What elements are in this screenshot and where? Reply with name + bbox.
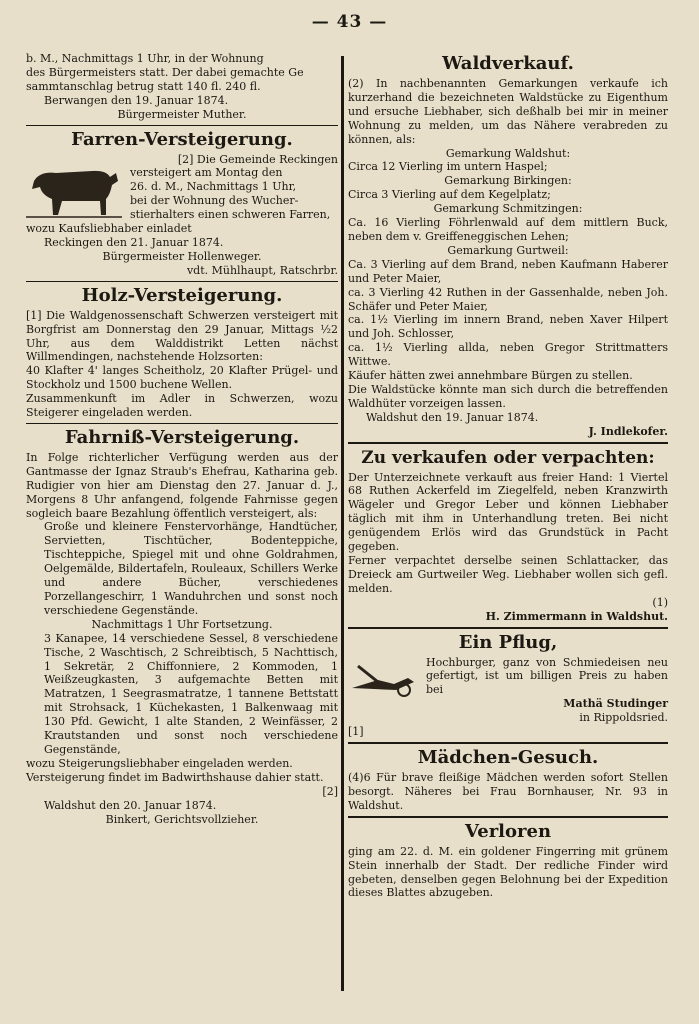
ad-line: ca. 3 Vierling 42 Ruthen in der Gassenhalde, neben Joh. Schäfer und Peter Maier, [348,285,668,313]
ad-line: b. M., Nachmittags 1 Uhr, in der Wohnung [26,52,264,65]
column-divider [341,56,344,991]
ad-line: versteigert am Montag den [130,166,283,180]
ad-line: ca. 1½ Vierling allda, neben Gregor Strittmatters Wittwe. [348,341,668,369]
rule [348,442,668,444]
ad-line: bei der Wohnung des Wucher- [130,194,299,208]
ad-line: wozu Steigerungsliebhaber eingeladen werden. [26,756,293,770]
ad-berwangen [26,52,338,122]
ad-heading: Zu verkaufen oder verpachten: [361,447,655,468]
ad-paragraph: Hochburger, ganz von Schmiedeisen neu gefertigt, ist um billigen Preis zu haben bei [426,655,668,697]
ad-subheading: Gemarkung Schmitzingen: [433,202,583,216]
ad-paragraph: ging am 22. d. M. ein goldener Fingerring mit grünem Stein innerhalb der Stadt. Der redliche Finder wird gebeten, denselben gegen Belohnung bei der Expedition dieses Blattes abzugeben. [348,844,668,900]
ad-paragraph: [1] Die Waldgenossenschaft Schwerzen versteigert mit Borgfrist am Donnerstag den 29 Januar, Mittags ½2 Uhr, aus dem Walddistrikt Letten nächst Willmendingen, nachstehende Holzsorten: [26,308,338,364]
ad-line: Käufer hätten zwei annehmbare Bürgen zu stellen. [348,369,633,383]
ad-marker: [1] [348,725,364,739]
left-column [26,52,338,826]
ad-marker: [2] [322,784,338,798]
ad-verkaufen [348,447,668,624]
ad-paragraph: Große und kleinere Fenstervorhänge, Handtücher, Servietten, Tischtücher, Bodenteppiche, Tischteppiche, Spiegel mit und ohne Goldrahmen, Oelgemälde, Bildertafeln, Rouleaux, Schillers Werke und andere Bücher, verschiedenes Porzellangeschirr, 1 Wanduhrchen und sonst noch verschiedene Gegenstände. [44,520,338,617]
ad-fahrniss [26,427,338,826]
ad-heading: Farren-Versteigerung. [71,128,293,150]
ad-line: stierhalters einen schweren Farren, [130,208,331,222]
ad-line: Circa 12 Vierling im untern Haspel; [348,160,548,174]
ad-line: 26. d. M., Nachmittags 1 Uhr, [130,180,297,194]
ad-paragraph: Ferner verpachtet derselbe seinen Schlattacker, das Dreieck am Gurtweiler Weg. Liebhaber wollen sich gefl. melden. [348,554,668,595]
ad-line: Waldshut den 20. Januar 1874. [44,798,217,812]
plough-illustration [348,658,418,698]
ad-line: Circa 3 Vierling auf dem Kegelplatz; [348,188,551,202]
ad-heading: Verloren [464,820,552,842]
ad-paragraph: Zusammenkunft im Adler in Schwerzen, wozu Steigerer eingeladen werden. [26,392,338,420]
rule [348,816,668,818]
ad-heading: Holz-Versteigerung. [81,284,283,306]
right-column [348,52,668,900]
ad-line: wozu Kaufsliebhaber einladet [26,222,192,236]
ad-signature: Bürgermeister Muther. [117,107,247,121]
ad-verloren [348,821,668,901]
ad-paragraph: (4)6 Für brave fleißige Mädchen werden sofort Stellen besorgt. Näheres bei Frau Bornhauser, Nr. 93 in Waldshut. [348,770,668,812]
ad-line: Die Waldstücke könnte man sich durch die betreffenden Waldhüter vorzeigen lassen. [348,382,668,410]
ad-heading: Fahrniß-Versteigerung. [64,426,300,448]
bull-illustration [26,155,122,219]
rule [348,627,668,629]
ad-line: Nachmittags 1 Uhr Fortsetzung. [91,617,273,631]
ad-signature: Binkert, Gerichtsvollzieher. [105,812,259,826]
ad-line: des Bürgermeisters statt. Der dabei gemachte Ge [26,65,304,79]
rule [26,423,338,424]
ad-line: Berwangen den 19. Januar 1874. [44,93,229,107]
ad-signature: J. Indlekofer. [588,424,668,438]
rule [26,125,338,126]
ad-paragraph: (2) In nachbenannten Gemarkungen verkaufe ich kurzerhand die bezeichneten Waldstücke zu Eigenthum und ersuche Liebhaber, sich deßhalb bei mir in meiner Wohnung zu melden, um das Nähere verabreden zu können, als: [348,77,668,146]
ad-line: Ca. 3 Vierling auf dem Brand, neben Kaufmann Haberer und Peter Maier, [348,257,668,285]
ad-line: Waldshut den 19. Januar 1874. [366,410,539,424]
ad-marker: (1) [652,595,668,609]
ad-line: [2] Die Gemeinde Reckingen [177,152,338,166]
ad-line: ca. 1½ Vierling im innern Brand, neben Xaver Hilpert und Joh. Schlosser, [348,313,668,341]
ad-paragraph: 40 Klafter 4' langes Scheitholz, 20 Klafter Prügel- und Stockholz und 1500 buchene Wellen. [26,364,338,392]
ad-subheading: Gemarkung Gurtweil: [447,243,569,257]
rule [348,742,668,744]
ad-heading: Ein Pflug, [458,631,558,653]
ad-farren [26,129,338,278]
ad-signature: Bürgermeister Hollenweger. [102,249,262,263]
ad-signature: Mathä Studinger [563,697,668,711]
ad-waldverkauf [348,53,668,439]
ad-maedchen [348,747,668,813]
ad-subheading: Gemarkung Birkingen: [444,174,572,188]
page-number: — 43 — [311,12,388,32]
ad-paragraph: Der Unterzeichnete verkauft aus freier Hand: 1 Viertel 68 Ruthen Ackerfeld im Ziegelfeld, neben Kranzwirth Wägeler und Gregor Leber und können Liebhaber täglich mit ihm in Unterhandlung treten. Bei nicht genügendem Erlös wird das Grundstück in Pacht gegeben. [348,470,668,554]
ad-subheading: Gemarkung Waldshut: [445,146,571,160]
ad-line: Reckingen den 21. Januar 1874. [44,235,224,249]
ad-holz [26,285,338,420]
rule [26,281,338,282]
ad-line: sammtanschlag betrug statt 140 fl. 240 fl. [26,79,261,93]
ad-heading: Waldverkauf. [442,53,574,74]
ad-heading: Mädchen-Gesuch. [417,746,599,768]
ad-signature: vdt. Mühlhaupt, Ratschrbr. [186,263,338,277]
ad-signature: H. Zimmermann in Waldshut. [485,609,668,623]
ad-line: Ca. 16 Vierling Föhrlenwald auf dem mittlern Buck, neben dem v. Greiffeneggischen Lehen; [348,216,668,243]
ad-pflug [348,632,668,739]
ad-paragraph: 3 Kanapee, 14 verschiedene Sessel, 8 verschiedene Tische, 2 Waschtisch, 2 Schreibtisch, 5 Nachttisch, 1 Sekretär, 2 Chiffonniere, 2 Kommoden, 1 Weißzeugkasten, 3 aufgemachte Betten mit Matratzen, 1 Seegrasmatratze, 1 tannene Bettstatt mit Strohsack, 1 Küchekasten, 1 Balkenwaag mit 130 Pfd. Gewicht, 1 alte Standen, 2 Weinfässer, 2 Krautstanden und sonst noch verschiedene Gegenstände, [44,631,338,756]
ad-line: in Rippoldsried. [579,711,668,725]
ad-line: Versteigerung findet im Badwirthshause dahier statt. [26,770,324,784]
ad-paragraph: In Folge richterlicher Verfügung werden aus der Gantmasse der Ignaz Straub's Ehefrau, Katharina geb. Rudigier von hier am Dienstag den 27. Januar d. J., Morgens 8 Uhr anfangend, folgende Fahrnisse gegen sogleich baare Bezahlung öffentlich versteigert, als: [26,450,338,520]
